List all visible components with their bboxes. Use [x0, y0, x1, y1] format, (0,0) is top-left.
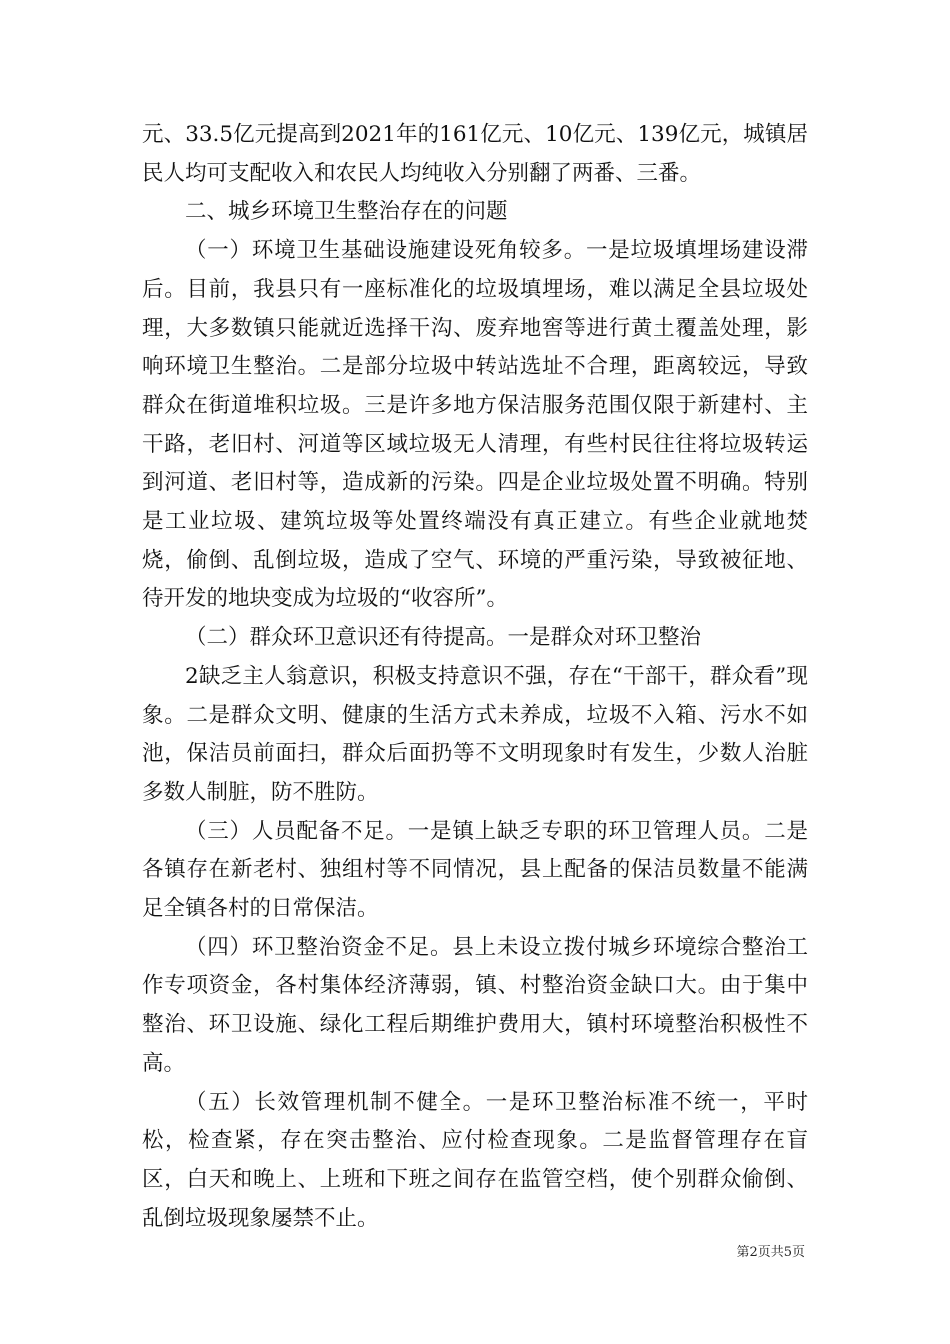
- paragraph-item-1: （一）环境卫生基础设施建设死角较多。一是垃圾填埋场建设滞后。目前，我县只有一座标准化的垃圾填埋场，难以满足全县垃圾处理，大多数镇只能就近选择干沟、废弃地窖等进行黄土覆盖处理，影响环境卫生整治。二是部分垃圾中转站选址不合理，距离较远，导致群众在街道堆积垃圾。三是许多地方保洁服务范围仅限于新建村、主干路，老旧村、河道等区域垃圾无人清理，有些村民往往将垃圾转运到河道、老旧村等，造成新的污染。四是企业垃圾处置不明确。特别是工业垃圾、建筑垃圾等处置终端没有真正建立。有些企业就地焚烧，偷倒、乱倒垃圾，造成了空气、环境的严重污染，导致被征地、待开发的地块变成为垃圾的“收容所”。: [142, 238, 808, 612]
- paragraph-continuation: 元、33.5亿元提高到2021年的161亿元、10亿元、139亿元，城镇居民人均可支配收入和农民人均纯收入分别翻了两番、三番。: [142, 122, 808, 186]
- document-body: [142, 116, 808, 1238]
- section-heading: 二、城乡环境卫生整治存在的问题: [185, 199, 508, 225]
- paragraph-item-4: （四）环卫整治资金不足。县上未设立拨付城乡环境综合整治工作专项资金，各村集体经济薄弱，镇、村整治资金缺口大。由于集中整治、环卫设施、绿化工程后期维护费用大，镇村环境整治积极性不高。: [142, 934, 808, 1076]
- page-number: 第2页共5页: [736, 1245, 805, 1260]
- paragraph-item-5: （五）长效管理机制不健全。一是环卫整治标准不统一，平时松，检查紧，存在突击整治、应付检查现象。二是监督管理存在盲区，白天和晚上、上班和下班之间存在监管空档，使个别群众偷倒、乱倒垃圾现象屡禁不止。: [142, 1089, 808, 1231]
- paragraph-item-3: （三）人员配备不足。一是镇上缺乏专职的环卫管理人员。二是各镇存在新老村、独组村等不同情况，县上配备的保洁员数量不能满足全镇各村的日常保洁。: [142, 818, 808, 922]
- paragraph-item-2-cont: 2缺乏主人翁意识，积极支持意识不强，存在“干部干，群众看”现象。二是群众文明、健康的生活方式未养成，垃圾不入箱、污水不如池，保洁员前面扫，群众后面扔等不文明现象时有发生，少数人治脏多数人制脏，防不胜防。: [142, 663, 808, 805]
- paragraph-item-2-start: （二）群众环卫意识还有待提高。一是群众对环卫整治: [185, 625, 702, 651]
